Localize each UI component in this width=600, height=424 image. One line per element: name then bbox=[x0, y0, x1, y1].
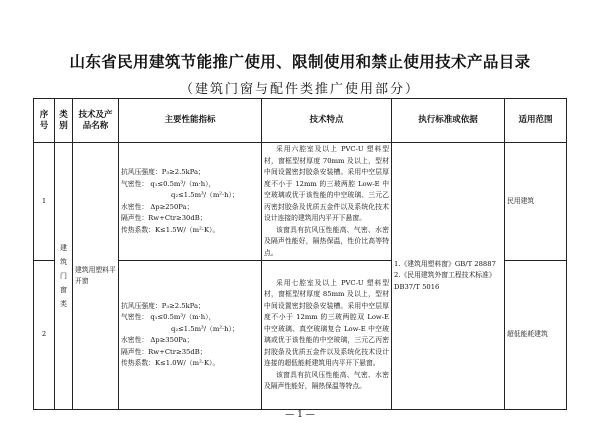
header-category-line2: 别 bbox=[59, 120, 68, 131]
product-catalog-table bbox=[33, 98, 567, 410]
standard-line: DB37/T 5016 bbox=[394, 282, 440, 291]
feature-paragraph: 采用七腔室及以上 PVC-U 塑料型材，窗框型材厚度 85mm 及以上，型材中间设置密封胶条安装槽。采用中空层厚度不小于 12mm 的三玻两腔双 Low-E 中空玻璃、真空玻璃复合 Low-E 中空玻璃或优于该性能的中空玻璃，三元乙丙密封胶条及优质五金件以及系统化技术设计连接的超低能耗建筑用内平开下悬窗。 bbox=[264, 278, 389, 367]
header-row bbox=[34, 99, 567, 143]
metric-line: 传热系数：K≤1.0W/（m²·K）。 bbox=[121, 359, 220, 367]
row-number: 2 bbox=[34, 261, 55, 410]
page-number: — 1 — bbox=[285, 410, 315, 420]
metric-line: 水密性： Δp≥350Pa； bbox=[121, 336, 194, 344]
metric-line: 传热系数：K≤1.5W/（m²·K）。 bbox=[121, 225, 220, 234]
table-row bbox=[34, 143, 567, 261]
standard-line: 2.《民用建筑外窗工程技术标准》 bbox=[394, 271, 496, 280]
metric-line: 抗风压强度：P₃≥2.5kPa； bbox=[121, 168, 205, 176]
metric-line: 气密性： q₁≤0.5m³/（m·h）， bbox=[121, 179, 216, 188]
header-category bbox=[55, 99, 73, 143]
scope-cell: 超低能耗建筑 bbox=[505, 261, 567, 410]
standard-line: 1.《建筑用塑料窗》GB/T 28887 bbox=[394, 259, 496, 268]
category-char: 筑 bbox=[60, 258, 67, 266]
header-product-name bbox=[73, 99, 119, 143]
features-cell bbox=[262, 143, 392, 261]
document-subtitle: （建筑门窗与配件类推广使用部分） bbox=[179, 82, 420, 97]
feature-paragraph: 该窗具有抗风压性能高、气密、水密及隔声性能好，隔热保温，性价比高等特点。 bbox=[264, 225, 389, 257]
header-product-name-line2: 品名称 bbox=[82, 120, 109, 131]
metric-line: 水密性： Δp≥250Pa； bbox=[121, 202, 194, 211]
category-char: 类 bbox=[60, 300, 67, 308]
header-no: 序号 bbox=[34, 99, 55, 143]
header-scope: 适用范围 bbox=[505, 99, 567, 143]
category-char: 建 bbox=[60, 244, 67, 252]
document-title: 山东省民用建筑节能推广使用、限制使用和禁止使用技术产品目录 bbox=[69, 53, 531, 71]
standard-cell bbox=[392, 143, 505, 410]
metric-line: q₂≤1.5m³/（m²·h）； bbox=[171, 324, 239, 333]
product-name-cell: 建筑用塑料平开窗 bbox=[73, 143, 119, 410]
header-metrics: 主要性能指标 bbox=[119, 99, 262, 143]
header-standard: 执行标准或依据 bbox=[392, 99, 505, 143]
category-char: 窗 bbox=[60, 286, 67, 294]
metric-line: 隔声性：Rw+Ctr≥35dB； bbox=[121, 347, 207, 356]
metric-line: 抗风压强度：P₃≥2.5kPa； bbox=[121, 301, 205, 310]
metric-line: q₂≤1.5m³/（m²·h）； bbox=[171, 191, 239, 199]
metrics-cell bbox=[119, 261, 262, 410]
scope-cell: 民用建筑 bbox=[505, 143, 567, 261]
row-number: 1 bbox=[34, 143, 55, 261]
metrics-cell bbox=[119, 143, 262, 261]
category-cell bbox=[55, 143, 73, 410]
header-product-name-line1: 技术及产 bbox=[78, 109, 113, 120]
metric-line: 隔声性：Rw+Ctr≥30dB； bbox=[121, 214, 207, 222]
header-features: 技术特点 bbox=[262, 99, 392, 143]
metric-line: 气密性： q₁≤0.5m³/（m·h）， bbox=[121, 313, 216, 321]
category-char: 门 bbox=[60, 272, 67, 280]
feature-paragraph: 采用六腔室及以上 PVC-U 塑料型材，窗框型材厚度 70mm 及以上，型材中间设置密封胶条安装槽。采用中空层厚度不小于 12mm 的三玻两腔 Low-E 中空玻璃或优于该性能的中空玻璃、三元乙丙密封胶条及优质五金件以及系统化技术设计连接的建筑用内平开下悬窗。 bbox=[264, 145, 389, 222]
feature-paragraph: 该窗具有抗风压性能高、气密、水密及隔声性能好，隔热保温等特点。 bbox=[264, 370, 389, 390]
features-cell bbox=[262, 261, 392, 410]
header-category-line1: 类 bbox=[59, 109, 68, 120]
